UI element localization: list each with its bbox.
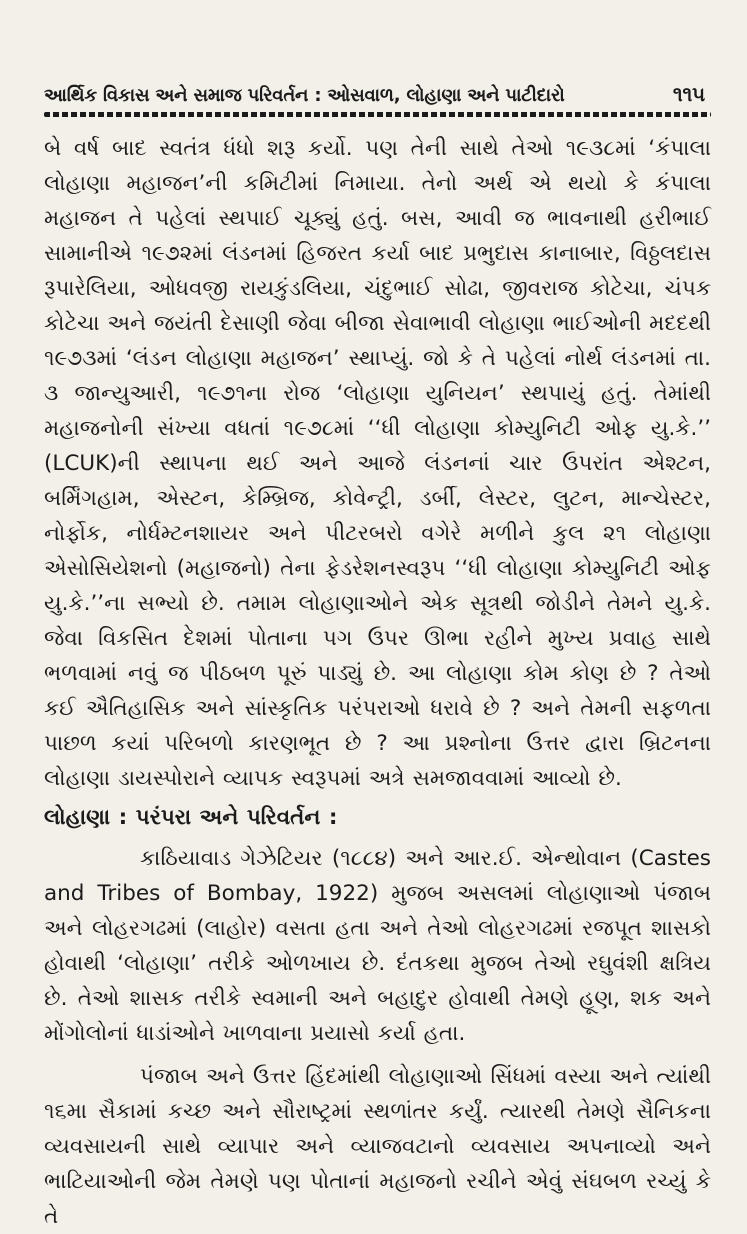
section-heading: લોહાણા : પરંપરા અને પરિવર્તન : [44,805,338,830]
paragraph-3: પંજાબ અને ઉત્તર હિંદમાંથી લોહાણાઓ સિંધમાં વસ્યા અને ત્યાંથી ૧૬મા સૈકામાં કચ્છ અને સૌરાષ્ટ્રમાં સ્થળાંતર કર્યું. ત્યારથી તેમણે સૈનિકના વ્યવસાયની સાથે વ્યાપાર અને વ્યાજવટાનો વ્યવસાય અપનાવ્યો અને ભાટિયાઓની જેમ તેમણે પણ પોતાનાં મહાજનો રચીને એવું સંઘબળ રચ્યું કે તે [44,1064,711,1229]
header-rule [44,112,711,117]
page-number: ૧૧૫ [672,82,705,106]
paragraph-gap [44,1051,711,1059]
page-body [44,131,711,1234]
paragraph-2: કાઠિયાવાડ ગેઝેટિયર (૧૮૮૪) અને આર.ઈ. એન્થોવાન (Castes and Tribes of Bombay, 1922) મુજબ અસલમાં લોહાણાઓ પંજાબ અને લોહરગઢમાં (લાહોર) વસતા હતા અને તેઓ લોહરગઢમાં રજપૂત શાસકો હોવાથી ‘લોહાણા’ તરીકે ઓળખાય છે. દંતકથા મુજબ તેઓ રઘુવંશી ક્ષત્રિય છે. તેઓ શાસક તરીકે સ્વમાની અને બહાદુર હોવાથી તેમણે હૂણ, શક અને મોંગોલોનાં ધાડાંઓને ખાળવાના પ્રયાસો કર્યા હતા. [44,846,711,1046]
running-header [44,82,711,106]
paragraph-1: બે વર્ષ બાદ સ્વતંત્ર ધંધો શરૂ કર્યો. પણ તેની સાથે તેઓ ૧૯૩૮માં ‘કંપાલા લોહાણા મહાજન’ની કમિટીમાં નિમાયા. તેનો અર્થ એ થયો કે કંપાલા મહાજન તે પહેલાં સ્થપાઈ ચૂક્યું હતું. બસ, આવી જ ભાવનાથી હરીભાઈ સામાનીએ ૧૯૭૨માં લંડનમાં હિજરત કર્યા બાદ પ્રભુદાસ કાનાબાર, વિઠ્ઠલદાસ રૂપારેલિયા, ઓધવજી રાયકુંડલિયા, ચંદુભાઈ સોઢા, જીવરાજ કોટેચા, ચંપક કોટેચા અને જયંતી દેસાણી જેવા બીજા સેવાભાવી લોહાણા ભાઈઓની મદદથી ૧૯૭૩માં ‘લંડન લોહાણા મહાજન’ સ્થાપ્યું. જો કે તે પહેલાં નોર્થ લંડનમાં તા. ૩ જાન્યુઆરી, ૧૯૭૧ના રોજ ‘લોહાણા યુનિયન’ સ્થપાયું હતું. તેમાંથી મહાજનોની સંખ્યા વધતાં ૧૯૭૮માં ‘‘ધી લોહાણા કોમ્યુનિટી ઓફ યુ.કે.’’ (LCUK)ની સ્થાપના થઈ અને આજે લંડનનાં ચાર ઉપરાંત એશ્ટન, બર્મિંગહામ, એસ્ટન, કેમ્બ્રિજ, કોવેન્ટ્રી, ડર્બી, લેસ્ટર, લુટન, માન્ચેસ્ટર, નોર્ફોક, નોર્ધમ્ટનશાયર અને પીટરબરો વગેરે મળીને કુલ ૨૧ લોહાણા એસોસિયેશનો (મહાજનો) તેના ફેડરેશનસ્વરૂપ ‘‘ધી લોહાણા કોમ્યુનિટી ઓફ યુ.કે.’’ના સભ્યો છે. તમામ લોહાણાઓને એક સૂત્રથી જોડીને તેમને યુ.કે. જેવા વિકસિત દેશમાં પોતાના પગ ઉપર ઊભા રહીને મુખ્ય પ્રવાહ સાથે ભળવામાં નવું જ પીઠબળ પૂરું પાડ્યું છે. આ લોહાણા કોમ કોણ છે ? તેઓ કઈ ઐતિહાસિક અને સાંસ્કૃતિક પરંપરાઓ ધરાવે છે ? અને તેમની સફળતા પાછળ કયાં પરિબળો કારણભૂત છે ? આ પ્રશ્નોના ઉત્તર દ્વારા બ્રિટનના લોહાણા ડાયસ્પોરાને વ્યાપક સ્વરૂપમાં અત્રે સમજાવવામાં આવ્યો છે. [44,136,711,791]
running-title: આર્થિક વિકાસ અને સમાજ પરિવર્તન : ઓસવાળ, લોહાણા અને પાટીદારો [44,85,565,106]
